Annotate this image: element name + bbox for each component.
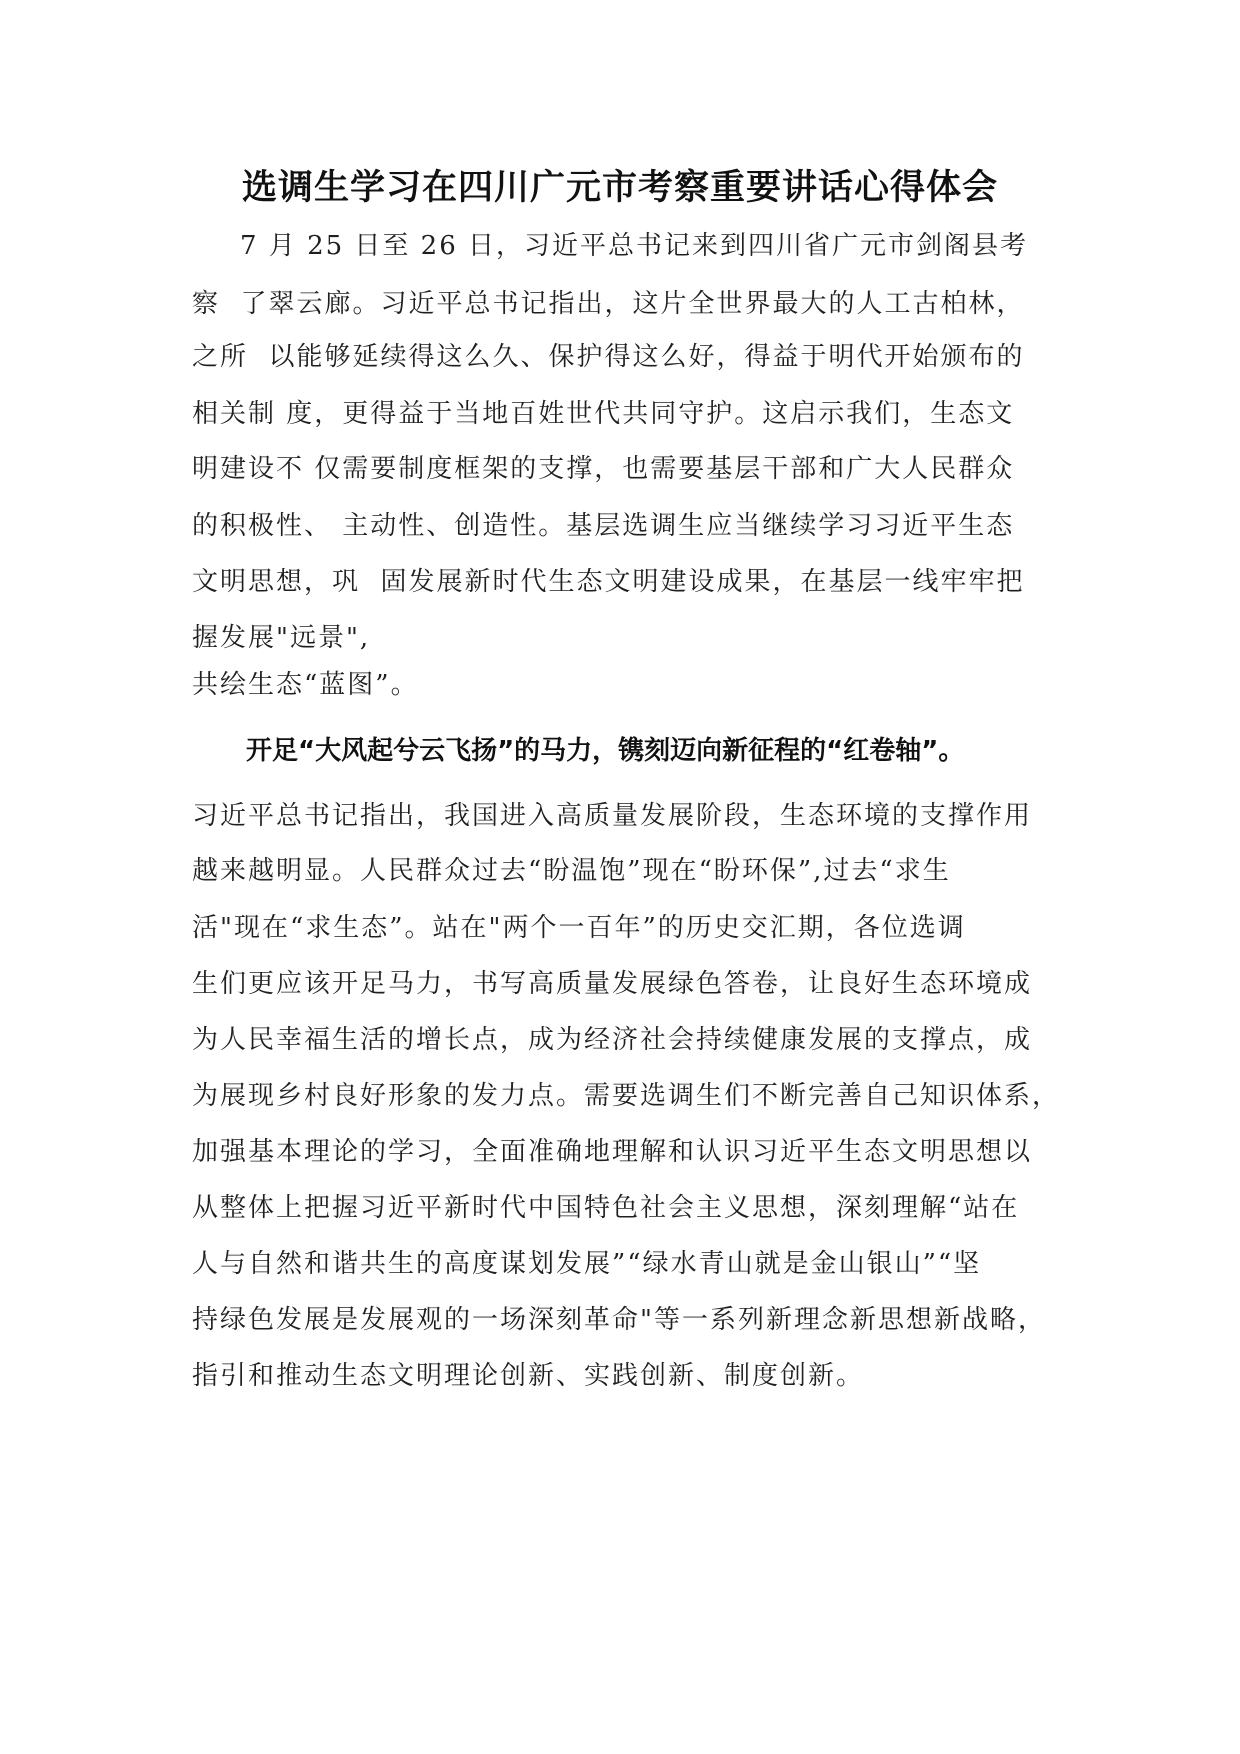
paragraph-line: 从整体上把握习近平新时代中国特色社会主义思想，深刻理解“站在 bbox=[192, 1193, 1020, 1223]
paragraph-line: 相关制 度，更得益于当地百姓世代共同守护。这启示我们，生态文 bbox=[192, 399, 1015, 429]
paragraph-line: 加强基本理论的学习，全面准确地理解和认识习近平生态文明思想以 bbox=[192, 1137, 1033, 1167]
paragraph-line: 明建设不 仅需要制度框架的支撑，也需要基层干部和广大人民群众 bbox=[192, 454, 1015, 484]
paragraph-line: 持绿色发展是发展观的一场深刻革命"等一系列新理念新思想新战略， bbox=[192, 1305, 1046, 1335]
paragraph-line: 习近平总书记指出，我国进入高质量发展阶段，生态环境的支撑作用 bbox=[192, 801, 1033, 831]
paragraph-line: 越来越明显。人民群众过去“盼温饱”现在“盼环保”,过去“求生 bbox=[192, 856, 951, 886]
document-title: 选调生学习在四川广元市考察重要讲话心得体会 bbox=[241, 168, 998, 208]
paragraph-line: 察 了翠云廊。习近平总书记指出，这片全世界最大的人工古柏林， bbox=[192, 289, 1025, 319]
paragraph-line: 活"现在“求生态”。站在"两个一百年”的历史交汇期，各位选调 bbox=[192, 913, 966, 943]
paragraph-line: 文明思想，巩 固发展新时代生态文明建设成果，在基层一线牢牢把 bbox=[192, 567, 1025, 597]
paragraph-line: 共绘生态“蓝图”。 bbox=[192, 670, 419, 700]
paragraph-line: 之所 以能够延续得这么久、保护得这么好，得益于明代开始颁布的 bbox=[192, 342, 1025, 372]
paragraph-line: 为展现乡村良好形象的发力点。需要选调生们不断完善自己知识体系， bbox=[192, 1081, 1061, 1111]
paragraph-line: 人与自然和谐共生的高度谋划发展”“绿水青山就是金山银山”“坚 bbox=[192, 1249, 982, 1279]
paragraph-line: 7 月 25 日至 26 日，习近平总书记来到四川省广元市剑阁县考 bbox=[240, 231, 1029, 261]
paragraph-line: 为人民幸福生活的增长点，成为经济社会持续健康发展的支撑点，成 bbox=[192, 1025, 1033, 1055]
paragraph-line: 的积极性、 主动性、创造性。基层选调生应当继续学习习近平生态 bbox=[192, 511, 1015, 541]
paragraph-line: 生们更应该开足马力，书写高质量发展绿色答卷，让良好生态环境成 bbox=[192, 969, 1033, 999]
section-heading: 开足“大风起兮云飞扬”的马力，镌刻迈向新征程的“红卷轴”。 bbox=[246, 736, 965, 766]
paragraph-line: 握发展"远景", bbox=[192, 623, 371, 653]
paragraph-line: 指引和推动生态文明理论创新、实践创新、制度创新。 bbox=[192, 1361, 865, 1391]
